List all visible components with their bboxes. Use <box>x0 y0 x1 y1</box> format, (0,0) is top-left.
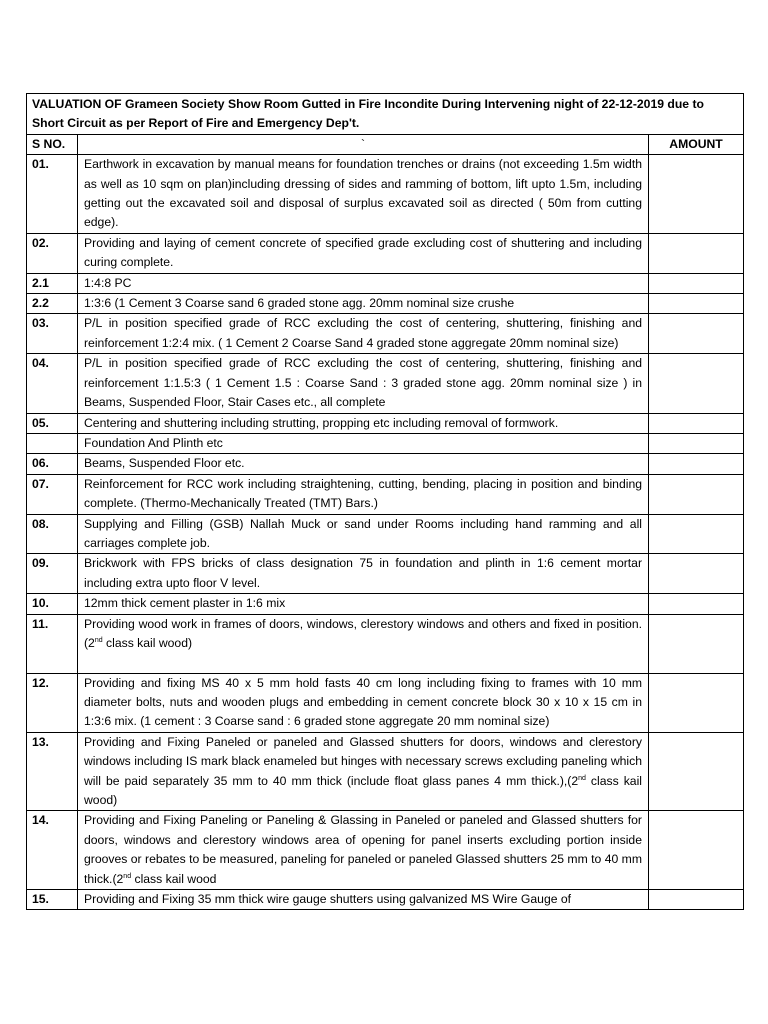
row-description: 1:3:6 (1 Cement 3 Coarse sand 6 graded stone agg. 20mm nominal size crushe <box>78 294 649 314</box>
row-amount <box>649 890 744 910</box>
valuation-title: VALUATION OF Grameen Society Show Room Gutted in Fire Incondite During Intervening night of 22-12-2019 due to Short Circuit as per Report of Fire and Emergency Dep't. <box>27 94 744 135</box>
description-text: Providing and Fixing Paneled or paneled and Glassed shutters for doors, windows and clerestory windows including IS mark black enameled but hinges with necessary screws excluding paneling which will be paid separately 35 mm to 40 mm thick (include float glass panes 4 mm thick.),(2 <box>84 734 642 788</box>
description-text: class kail wood) <box>84 773 643 807</box>
row-sno: 2.1 <box>27 273 78 293</box>
row-amount <box>649 314 744 354</box>
row-sno: 04. <box>27 354 78 413</box>
row-description: Providing and laying of cement concrete of specified grade excluding cost of shuttering and including curing complete. <box>78 233 649 273</box>
row-sno: 02. <box>27 233 78 273</box>
row-amount <box>649 273 744 293</box>
description-text: class kail wood) <box>102 635 193 650</box>
row-description <box>78 732 649 811</box>
row-sno: 10. <box>27 594 78 614</box>
description-text: class kail wood <box>131 871 217 886</box>
row-amount <box>649 155 744 234</box>
table-row <box>27 413 744 433</box>
row-sno: 08. <box>27 514 78 554</box>
header-row <box>27 134 744 154</box>
table-row <box>27 354 744 413</box>
row-description: Earthwork in excavation by manual means for foundation trenches or drains (not exceeding 1.5m width as well as 10 sqm on plan)including dressing of sides and ramming of bottom, lift upto 1.5m, including getting out the excavated soil and disposal of surplus excavated soil as directed ( 50m from cutting edge). <box>78 155 649 234</box>
row-sno: 09. <box>27 554 78 594</box>
header-amount: AMOUNT <box>649 134 744 154</box>
row-amount <box>649 233 744 273</box>
row-description: Providing and Fixing 35 mm thick wire gauge shutters using galvanized MS Wire Gauge of <box>78 890 649 910</box>
row-description: Brickwork with FPS bricks of class designation 75 in foundation and plinth in 1:6 cement mortar including extra upto floor V level. <box>78 554 649 594</box>
table-row <box>27 811 744 890</box>
table-row <box>27 673 744 732</box>
row-description: Foundation And Plinth etc <box>78 433 649 453</box>
table-row <box>27 732 744 811</box>
row-amount <box>649 474 744 514</box>
row-sno: 11. <box>27 614 78 673</box>
table-row <box>27 273 744 293</box>
ordinal-suffix: nd <box>578 774 586 782</box>
table-row <box>27 594 744 614</box>
row-amount <box>649 354 744 413</box>
table-row <box>27 233 744 273</box>
table-row <box>27 454 744 474</box>
row-sno <box>27 433 78 453</box>
row-amount <box>649 554 744 594</box>
ordinal-suffix: nd <box>94 636 103 644</box>
row-description: Reinforcement for RCC work including straightening, cutting, bending, placing in position and binding complete. (Thermo-Mechanically Treated (TMT) Bars.) <box>78 474 649 514</box>
row-description: Centering and shuttering including strutting, propping etc including removal of formwork. <box>78 413 649 433</box>
row-amount <box>649 811 744 890</box>
title-row <box>27 94 744 135</box>
row-sno: 15. <box>27 890 78 910</box>
row-sno: 05. <box>27 413 78 433</box>
row-sno: 13. <box>27 732 78 811</box>
description-text: Providing wood work in frames of doors, windows, clerestory windows and others and fixed in position.(2 <box>84 616 642 650</box>
table-row <box>27 890 744 910</box>
row-sno: 07. <box>27 474 78 514</box>
row-description: Supplying and Filling (GSB) Nallah Muck or sand under Rooms including hand ramming and all carriages complete job. <box>78 514 649 554</box>
header-sno: S NO. <box>27 134 78 154</box>
row-description: 12mm thick cement plaster in 1:6 mix <box>78 594 649 614</box>
row-description: Providing and fixing MS 40 x 5 mm hold fasts 40 cm long including fixing to frames with 10 mm diameter bolts, nuts and wooden plugs and embedding in cement concrete block 30 x 10 x 15 cm in 1:3:6 mix. (1 cement : 3 Coarse sand : 6 graded stone aggregate 20 mm nominal size) <box>78 673 649 732</box>
header-description: ` <box>78 134 649 154</box>
row-amount <box>649 433 744 453</box>
row-sno: 06. <box>27 454 78 474</box>
table-row <box>27 294 744 314</box>
row-amount <box>649 294 744 314</box>
row-description: Beams, Suspended Floor etc. <box>78 454 649 474</box>
row-description <box>78 811 649 890</box>
row-sno: 03. <box>27 314 78 354</box>
row-sno: 12. <box>27 673 78 732</box>
ordinal-suffix: nd <box>123 872 132 880</box>
row-amount <box>649 454 744 474</box>
description-text: Providing and Fixing Paneling or Paneling & Glassing in Paneled or paneled and Glassed shutters for doors, windows and clerestory windows area of opening for panel inserts excluding portion inside grooves or rebates to be measured, paneling for paneled or paneled Glassed shutters 25 mm to 40 mm thick.(2 <box>84 813 642 886</box>
row-amount <box>649 673 744 732</box>
row-description: P/L in position specified grade of RCC excluding the cost of centering, shuttering, finishing and reinforcement 1:2:4 mix. ( 1 Cement 2 Coarse Sand 4 graded stone aggregate 20mm nominal size) <box>78 314 649 354</box>
table-row <box>27 314 744 354</box>
row-sno: 01. <box>27 155 78 234</box>
table-row <box>27 554 744 594</box>
row-amount <box>649 732 744 811</box>
valuation-table <box>26 93 744 910</box>
row-description <box>78 614 649 673</box>
row-amount <box>649 614 744 673</box>
row-sno: 2.2 <box>27 294 78 314</box>
row-sno: 14. <box>27 811 78 890</box>
row-amount <box>649 413 744 433</box>
row-description: 1:4:8 PC <box>78 273 649 293</box>
table-row <box>27 155 744 234</box>
table-row <box>27 433 744 453</box>
row-amount <box>649 594 744 614</box>
table-row <box>27 614 744 673</box>
table-row <box>27 514 744 554</box>
table-row <box>27 474 744 514</box>
row-description: P/L in position specified grade of RCC excluding the cost of centering, shuttering, finishing and reinforcement 1:1.5:3 ( 1 Cement 1.5 : Coarse Sand : 3 graded stone agg. 20mm nominal size ) in Beams, Suspended Floor, Stair Cases etc., all complete <box>78 354 649 413</box>
row-amount <box>649 514 744 554</box>
